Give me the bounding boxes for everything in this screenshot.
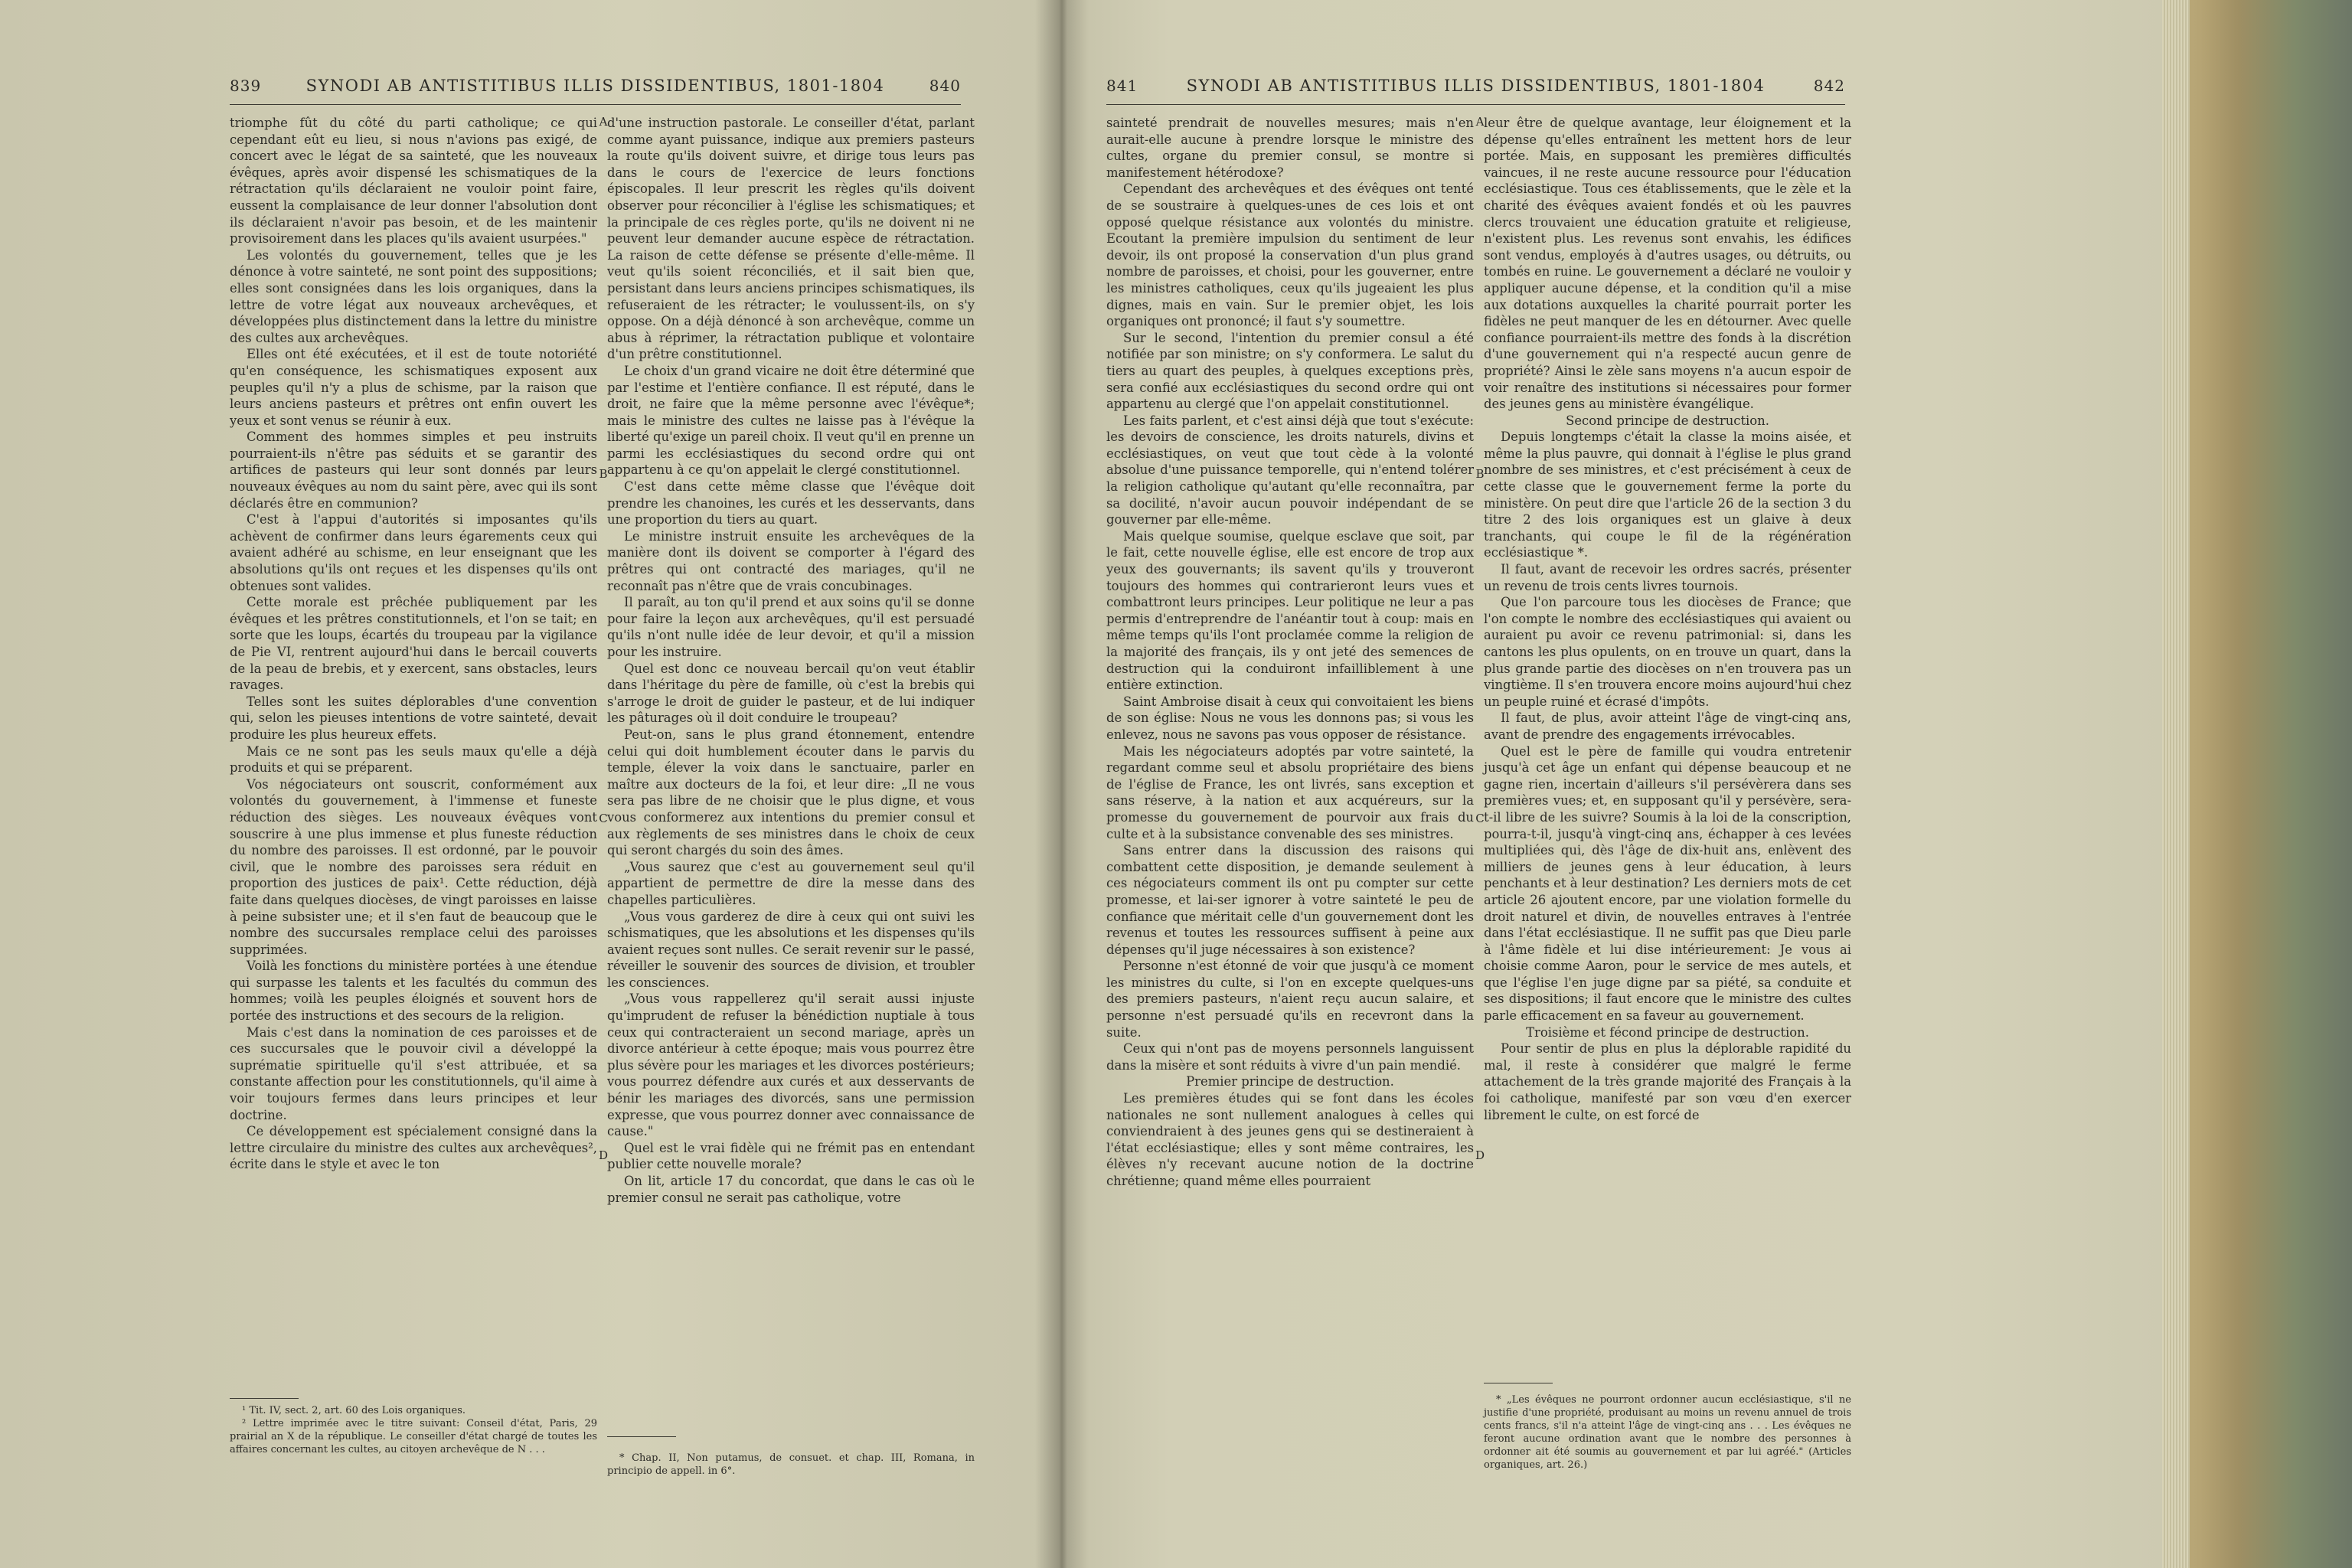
margin-marker-c-left: C	[599, 812, 608, 825]
header-rule-left	[230, 104, 961, 105]
column-842	[1484, 115, 1851, 1123]
col841-paragraph: Cependant des archevêques et des évêques ont tenté de se soustraire à quelques-unes de ces lois et ont opposé quelque résistance aux volontés du ministre. Ecoutant la première impulsion du sentiment de leur devoir, ils ont proposé la conservation d'un plus grand nombre de paroisses, et choisi, pour les gouverner, entre les ministres catholiques, ceux qu'ils jugeaient les plus dignes, mais en vain. Sur le premier objet, les lois organiques ont prononcé; il faut s'y soumettre.	[1106, 181, 1474, 329]
footnotes-842	[1484, 1393, 1851, 1472]
col840-paragraph: „Vous vous rappellerez qu'il serait aussi injuste qu'imprudent de refuser la bénédiction nuptiale à tous ceux qui contracteraient un second mariage, après un divorce antérieur à cette époque; mais vous pourrez être plus sévère pour les mariages et les divorces postérieurs; vous pourrez défendre aux curés et aux desservants de bénir les mariages des divorcés, sans une permission expresse, que vous pourrez donner avec connaissance de cause."	[607, 991, 975, 1139]
col840-paragraph: Quel est le vrai fidèle qui ne frémit pas en entendant publier cette nouvelle morale?	[607, 1140, 975, 1172]
col842-paragraph: Depuis longtemps c'était la classe la moins aisée, et même la plus pauvre, qui donnait à l'église le plus grand nombre de ses ministres, et c'est précisément à ceux de cette classe que le gouvernement ferme la porte du ministère. On peut dire que l'article 26 de la section 3 du titre 2 des lois organiques est un glaive à deux tranchants, qui coupe le fil de la régénération ecclésiastique *.	[1484, 430, 1851, 560]
col840-paragraph: „Vous vous garderez de dire à ceux qui ont suivi les schismatiques, que les absolutions et les dispenses qu'ils avaient reçues sont nulles. Ce serait revenir sur le passé, réveiller le souvenir des sources de division, et troubler les consciences.	[607, 909, 975, 990]
fn839-paragraph: ¹ Tit. IV, sect. 2, art. 60 des Lois organiques.	[242, 1405, 466, 1416]
margin-marker-b-left: B	[599, 467, 608, 481]
footnotes-840	[607, 1452, 975, 1478]
col839-paragraph: Ce développement est spécialement consigné dans la lettre circulaire du ministre des cultes aux archevêques², écrite dans le style et avec le ton	[230, 1124, 597, 1172]
page-number-839: 839	[230, 77, 262, 95]
col842-paragraph: Quel est le père de famille qui voudra entretenir jusqu'à cet âge un enfant qui dépense beaucoup et ne gagne rien, incertain d'ailleurs s'il persévèrera dans ses premières vues; et, en supposant qu'il y persévère, sera-t-il libre de les suivre? Soumis à la loi de la conscription, pourra-t-il, jusqu'à vingt-cinq ans, échapper à ces levées multipliées qui, dès l'âge de dix-huit ans, enlèvent des milliers de jeunes gens à leur éducation, à leurs penchants et à leur destination? Les derniers mots de cet article 26 ajoutent encore, par une violation formelle du droit naturel et divin, de nouvelles entraves à l'entrée dans l'état ecclésiastique. Il ne suffit pas que Dieu parle à l'âme fidèle et lui dise intérieurement: Je vous ai choisie comme Aaron, pour le service de mes autels, et que l'église l'en juge digne par sa piété, sa conduite et ses dispositions; il faut encore que le ministre des cultes parle efficacement en sa faveur au gouvernement.	[1484, 743, 1851, 1024]
footnote-rule-840	[607, 1436, 676, 1437]
running-title-left: SYNODI AB ANTISTITIBUS ILLIS DISSIDENTIBUS, 1801-1804	[305, 77, 885, 95]
col841-paragraph: Les premières études qui se font dans les écoles nationales ne sont nullement analogues à celles qui conviendraient à des jeunes gens qui se destineraient à l'état ecclésiastique; elles y sont même contraires, les élèves n'y recevant aucune notion de la doctrine chrétienne; quand même elles pourraient	[1106, 1091, 1474, 1188]
col841-paragraph: Ceux qui n'ont pas de moyens personnels languissent dans la misère et sont réduits à vivre d'un pain mendié.	[1106, 1041, 1474, 1073]
footnote-rule-839	[230, 1398, 299, 1399]
col839-paragraph: Mais ce ne sont pas les seuls maux qu'elle a déjà produits et qui se préparent.	[230, 743, 597, 776]
col840-paragraph: C'est dans cette même classe que l'évêque doit prendre les chanoines, les curés et les desservants, dans une proportion du tiers au quart.	[607, 479, 975, 528]
col841-paragraph: Sur le second, l'intention du premier consul a été notifiée par son ministre; on s'y conformera. Le salut du tiers au quart des peuples, à quelques exceptions près, sera confié aux ecclésiastiques du second ordre qui ont appartenu au clergé que l'on appelait constitutionnel.	[1106, 330, 1474, 412]
margin-marker-c-right: C	[1475, 812, 1485, 825]
col841-paragraph: Les faits parlent, et c'est ainsi déjà que tout s'exécute: les devoirs de conscience, les droits naturels, divins et ecclésiastiques, on veut que tout cède à la volonté absolue d'une puissance temporelle, qui n'entend tolérer la religion catholique qu'autant qu'elle reconnaîtra, par sa docilité, n'avoir aucun pouvoir indépendant de se gouverner par elle-même.	[1106, 413, 1474, 528]
col840-paragraph: Le choix d'un grand vicaire ne doit être déterminé que par l'estime et l'entière confiance. Il est réputé, dans le droit, ne faire que la même personne avec l'évêque*; mais le ministre des cultes ne laisse pas à l'évêque la liberté qu'exige un pareil choix. Il veut qu'il en prenne un parmi les ecclésiastiques du second ordre qui ont appartenu à ce qu'on appelait le clergé constitutionnel.	[607, 363, 975, 478]
book-gutter	[1035, 0, 1089, 1568]
col842-paragraph: leur être de quelque avantage, leur éloignement et la dépense qu'elles entraînent les mettent hors de leur portée. Mais, en supposant les premières difficultés vaincues, il ne reste aucune ressource pour l'éducation ecclésiastique. Tous ces établissements, que le zèle et la charité des évêques avaient fondés et où les pauvres clercs trouvaient une éducation gratuite et religieuse, n'existent plus. Les revenus sont envahis, les édifices sont vendus, employés à d'autres usages, ou détruits, ou tombés en ruine. Le gouvernement a déclaré ne vouloir y appliquer aucune dépense, et la condition qu'il a mise aux dotations auxquelles la charité pourrait porter les fidèles ne peut manquer de les en détourner. Avec quelle confiance pourraient-ils mettre des fonds à la discrétion d'une gouvernement qui n'a respecté aucun genre de propriété? Ainsi le zèle sans moyens n'a aucun espoir de voir renaître des institutions si nécessaires pour former des jeunes gens au ministère évangélique.	[1484, 116, 1851, 412]
col841-paragraph: sainteté prendrait de nouvelles mesures; mais n'en aurait-elle aucune à prendre lorsque le ministre des cultes, organe du premier consul, se montre si manifestement hétérodoxe?	[1106, 116, 1474, 180]
col839-paragraph: triomphe fût du côté du parti catholique; ce qui cependant eût eu lieu, si nous n'avions pas exigé, de concert avec le légat de sa sainteté, que les nouveaux évêques, après avoir dispensé les schismatiques de la rétractation qu'ils déclaraient ne vouloir point faire, eussent la complaisance de leur donner l'absolution dont ils déclaraient n'avoir pas besoin, et de les maintenir provisoirement dans les places qu'ils avaient usurpées."	[230, 116, 597, 247]
col842-paragraph: Il faut, de plus, avoir atteint l'âge de vingt-cinq ans, avant de prendre des engagements irrévocables.	[1484, 710, 1851, 742]
col842-paragraph: Pour sentir de plus en plus la déplorable rapidité du mal, il reste à considérer que malgré le ferme attachement de la très grande majorité des Français à la foi catholique, manifesté par son vœu d'en exercer librement le culte, on est forcé de	[1484, 1041, 1851, 1122]
col841-paragraph: Saint Ambroise disait à ceux qui convoitaient les biens de son église: Nous ne vous les donnons pas; si vous les enlevez, nous ne savons pas vous opposer de résistance.	[1106, 694, 1474, 742]
col840-paragraph: Peut-on, sans le plus grand étonnement, entendre celui qui doit humblement écouter dans le parvis du temple, élever la voix dans le sanctuaire, parler en maître aux docteurs de la foi, et leur dire: „Il ne vous sera pas libre de ne choisir que le plus digne, et vous vous conformerez aux intentions du premier consul et aux règlements de ses ministres dans le choix de ceux qui seront chargés du soin des âmes.	[607, 727, 975, 858]
page-number-840: 840	[929, 77, 961, 95]
col839-paragraph: C'est à l'appui d'autorités si imposantes qu'ils achèvent de confirmer dans leurs égarements ceux qui avaient adhéré au schisme, en leur enseignant que les absolutions qu'ils ont reçues et les dispenses qu'ils ont obtenues sont valides.	[230, 512, 597, 593]
col839-paragraph: Mais c'est dans la nomination de ces paroisses et de ces succursales que le pouvoir civil a développé la suprématie spirituelle qu'il s'est attribuée, et sa constante affection pour les constitutionnels, qu'il aime à voir toujours fermes dans leurs principes et leur doctrine.	[230, 1024, 597, 1122]
running-head-right	[1106, 70, 1845, 101]
column-841	[1106, 115, 1474, 1190]
fn840-paragraph: * Chap. II, Non putamus, de consuet. et chap. III, Romana, in principio de appell. in 6°.	[607, 1452, 975, 1477]
col841-paragraph: Sans entrer dans la discussion des raisons qui combattent cette disposition, je demande seulement à ces négociateurs comment ils ont pu compter sur cette promesse, et lai-ser ignorer à votre sainteté le peu de confiance que méritait celle d'un gouvernement dont les revenus et toutes les ressources suffisent à peine aux dépenses qu'il juge nécessaires à son existence?	[1106, 843, 1474, 957]
col840-paragraph: Il paraît, au ton qu'il prend et aux soins qu'il se donne pour faire la leçon aux archevêques, qu'il est persuadé qu'ils n'ont nulle idée de leur devoir, et qu'il a mission pour les instruire.	[607, 595, 975, 659]
page-number-841: 841	[1106, 77, 1138, 95]
fn842-paragraph: * „Les évêques ne pourront ordonner aucun ecclésiastique, s'il ne justifie d'une propriété, produisant au moins un revenu annuel de trois cents francs, s'il n'a atteint l'âge de vingt-cinq ans . . . Les évêques ne feront aucune ordination avant que le nombre des personnes à ordonner ait été soumis au gouvernement et par lui agréé." (Articles organiques, art. 26.)	[1484, 1394, 1851, 1471]
margin-marker-b-right: B	[1475, 467, 1485, 481]
book-edge	[2162, 0, 2352, 1568]
margin-marker-a-right: A	[1475, 115, 1485, 129]
fn839-paragraph: ² Lettre imprimée avec le titre suivant: Conseil d'état, Paris, 29 prairial an X de la république. Le conseiller d'état chargé de toutes les affaires concernant les cultes, au citoyen archevêque de N . . .	[230, 1418, 597, 1455]
col839-paragraph: Les volontés du gouvernement, telles que je les dénonce à votre sainteté, ne sont point des suppositions; elles sont consignées dans les lois organiques, dans la lettre de votre légat aux nouveaux archevêques, et développées plus distinctement dans la lettre du ministre des cultes aux archevêques.	[230, 247, 597, 345]
col839-paragraph: Cette morale est prêchée publiquement par les évêques et les prêtres constitutionnels, et l'on se tait; en sorte que les loups, écartés du troupeau par la vigilance de Pie VI, rentrent aujourd'hui dans le bercail couverts de la peau de brebis, et y exercent, sans obstacles, leurs ravages.	[230, 595, 597, 693]
col840-paragraph: Le ministre instruit ensuite les archevêques de la manière dont ils doivent se comporter à l'égard des prêtres qui ont contracté des mariages, qu'il ne reconnaît pas n'être que de vrais concubinages.	[607, 528, 975, 593]
running-title-right: SYNODI AB ANTISTITIBUS ILLIS DISSIDENTIBUS, 1801-1804	[1186, 77, 1766, 95]
page-edges	[2162, 0, 2190, 1568]
col840-paragraph: d'une instruction pastorale. Le conseiller d'état, parlant comme ayant puissance, indique aux premiers pasteurs la route qu'ils doivent suivre, et dirige tous leurs pas dans le cours de l'exercice de leurs fonctions épiscopales. Il leur prescrit les règles qu'ils doivent observer pour réconcilier à l'église les schismatiques; et la principale de ces règles porte, qu'ils ne doivent ni ne peuvent leur demander aucune espèce de rétractation. La raison de cette défense se présente d'elle-même. Il veut qu'ils soient réconciliés, et il sait bien que, persistant dans leurs anciens principes schismatiques, ils refuseraient de les rétracter; le voulussent-ils, on s'y oppose. On a déjà dénoncé à son archevêque, comme un abus à réprimer, la rétractation publique et volontaire d'un prêtre constitutionnel.	[607, 116, 975, 362]
col842-paragraph: Second principe de destruction.	[1566, 413, 1769, 428]
col840-paragraph: On lit, article 17 du concordat, que dans le cas où le premier consul ne serait pas catholique, votre	[607, 1174, 975, 1205]
margin-marker-d-left: D	[598, 1148, 609, 1162]
col842-paragraph: Il faut, avant de recevoir les ordres sacrés, présenter un revenu de trois cents livres tournois.	[1484, 562, 1851, 593]
margin-marker-a-left: A	[599, 115, 608, 129]
col840-paragraph: Quel est donc ce nouveau bercail qu'on veut établir dans l'héritage du père de famille, où c'est la brebis qui s'arroge le droit de guider le pasteur, et de lui indiquer les pâturages où il doit conduire le troupeau?	[607, 661, 975, 726]
col839-paragraph: Comment des hommes simples et peu instruits pourraient-ils n'être pas séduits et se garantir des artifices de pasteurs qui leur sont donnés par leurs nouveaux évêques au nom du saint père, avec qui ils sont déclarés être en communion?	[230, 430, 597, 511]
col839-paragraph: Elles ont été exécutées, et il est de toute notoriété qu'en conséquence, les schismatiques exposent aux peuples qu'il n'y a plus de schisme, par la raison que leurs anciens pasteurs et prêtres ont enfin ouvert les yeux et sont venus se réunir à eux.	[230, 347, 597, 428]
column-839	[230, 115, 597, 1173]
col841-paragraph: Personne n'est étonné de voir que jusqu'à ce moment les ministres du culte, si l'on en excepte quelques-uns des premiers pasteurs, n'aient reçu aucun salaire, et personne n'est persuadé qu'ils en recevront dans la suite.	[1106, 959, 1474, 1040]
col841-paragraph: Mais quelque soumise, quelque esclave que soit, par le fait, cette nouvelle église, elle est encore de trop aux yeux des gouvernants; ils savent qu'ils y trouveront toujours des hommes qui contrarieront leurs vues et combattront leurs principes. Leur politique ne leur a pas permis d'entreprendre de l'anéantir tout à coup: mais en même temps qu'ils l'ont proclamée comme la religion de la majorité des français, ils y ont jeté des semences de destruction qui la conduiront infailliblement à une entière extinction.	[1106, 528, 1474, 693]
col841-paragraph: Premier principe de destruction.	[1186, 1074, 1394, 1089]
page-number-842: 842	[1813, 77, 1845, 95]
col840-paragraph: „Vous saurez que c'est au gouvernement seul qu'il appartient de permettre de dire la messe dans des chapelles particulières.	[607, 859, 975, 907]
header-rule-right	[1106, 104, 1845, 105]
col839-paragraph: Telles sont les suites déplorables d'une convention qui, selon les pieuses intentions de votre sainteté, devait produire les plus heureux effets.	[230, 694, 597, 742]
running-head-left	[230, 70, 961, 101]
col839-paragraph: Vos négociateurs ont souscrit, conformément aux volontés du gouvernement, à l'immense et funeste réduction des sièges. Les nouveaux évêques vont souscrire à une plus immense et plus funeste réduction du nombre des paroisses. Il est ordonné, par le pouvoir civil, que le nombre des paroisses sera réduit en proportion des justices de paix¹. Cette réduction, déjà faite dans quelques diocèses, de vingt paroisses en laisse à peine subsister une; et il s'en faut de beaucoup que le nombre des succursales remplace celui des paroisses supprimées.	[230, 776, 597, 957]
col842-paragraph: Troisième et fécond principe de destruction.	[1526, 1024, 1809, 1040]
col839-paragraph: Voilà les fonctions du ministère portées à une étendue qui surpasse les talents et les facultés du commun des hommes; voilà les peuples éloignés et souvent hors de portée des instructions et des secours de la religion.	[230, 959, 597, 1024]
col841-paragraph: Mais les négociateurs adoptés par votre sainteté, la regardant comme seul et absolu propriétaire des biens de l'église de France, les ont livrés, sans exception et sans réserve, à la nation et aux acquéreurs, sur la promesse du gouvernement de pourvoir aux frais du culte et à la subsistance convenable des ses ministres.	[1106, 743, 1474, 841]
footnotes-839	[230, 1404, 597, 1456]
col842-paragraph: Que l'on parcoure tous les diocèses de France; que l'on compte le nombre des ecclésiastiques qui avaient ou auraient pu avoir ce revenu patrimonial: si, dans les cantons les plus opulents, on en trouve un quart, dans la plus grande partie des diocèses on n'en trouvera pas un vingtième. Il s'en trouvera encore moins aujourd'hui chez un peuple ruiné et écrasé d'impôts.	[1484, 595, 1851, 709]
column-840	[607, 115, 975, 1206]
margin-marker-d-right: D	[1475, 1148, 1485, 1162]
